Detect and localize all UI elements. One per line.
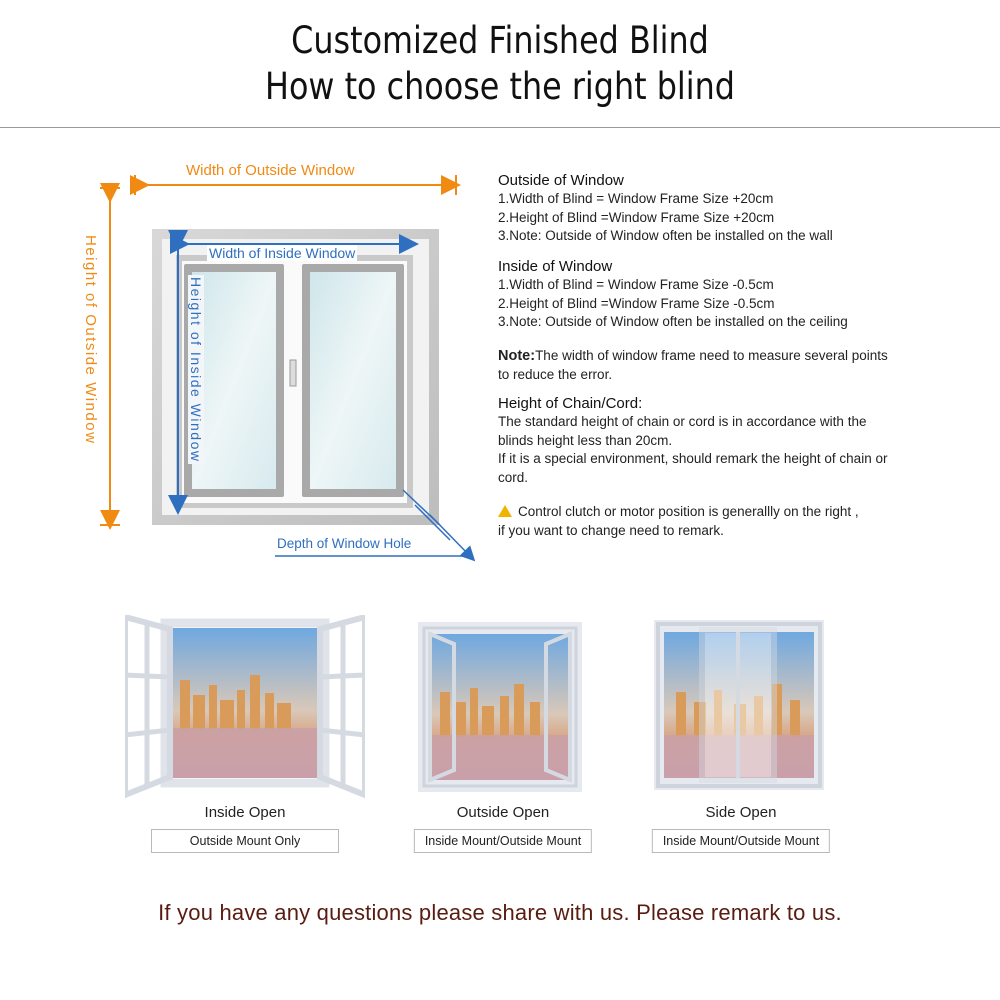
inside-line: 1.Width of Blind = Window Frame Size -0.5cm	[498, 277, 774, 292]
inside-open-image	[125, 615, 365, 815]
chain-line: cord.	[498, 469, 529, 485]
width-outside-label: Width of Outside Window	[186, 162, 355, 179]
title-line-2: How to choose the right blind	[265, 65, 735, 108]
warning-section	[498, 503, 859, 540]
note-section	[498, 347, 888, 384]
outside-heading: Outside of Window	[498, 172, 624, 189]
outside-line: 2.Height of Blind =Window Frame Size +20cm	[498, 209, 775, 225]
depth-hole-label: Depth of Window Hole	[277, 536, 412, 551]
chain-line: The standard height of chain or cord is in accordance with the	[498, 414, 867, 429]
outside-open-image	[418, 622, 588, 797]
inside-section	[498, 258, 848, 332]
window-type-caption: Outside Open	[456, 804, 550, 821]
height-outside-label: Height of Outside Window	[82, 235, 99, 445]
warning-line-2: if you want to change need to remark.	[498, 522, 724, 538]
side-open-image	[654, 620, 824, 795]
mount-label: Outside Mount Only	[151, 829, 339, 853]
height-inside-label: Height of Inside Window	[188, 277, 204, 463]
warning-icon	[498, 505, 512, 517]
note-text-1: The width of window frame need to measure several points	[535, 348, 888, 363]
note-text-2: to reduce the error.	[498, 366, 613, 382]
mount-label: Inside Mount/Outside Mount	[652, 829, 830, 853]
mount-label: Inside Mount/Outside Mount	[414, 829, 592, 853]
inside-line: 3.Note: Outside of Window often be installed on the ceiling	[498, 314, 848, 329]
outside-line: 1.Width of Blind = Window Frame Size +20cm	[498, 191, 774, 206]
width-inside-label: Width of Inside Window	[209, 245, 356, 261]
inside-heading: Inside of Window	[498, 258, 613, 275]
outside-line: 3.Note: Outside of Window often be installed on the wall	[498, 228, 833, 243]
window-types	[0, 600, 1000, 870]
footer-message: If you have any questions please share with us. Please remark to us.	[158, 900, 842, 925]
outside-section	[498, 172, 833, 246]
chain-line: If it is a special environment, should remark the height of chain or	[498, 451, 888, 466]
window-type-caption: Side Open	[705, 804, 777, 821]
inside-line: 2.Height of Blind =Window Frame Size -0.5cm	[498, 295, 775, 311]
chain-section	[498, 395, 887, 487]
warning-line-1: Control clutch or motor position is generallly on the right ,	[518, 504, 859, 519]
chain-line: blinds height less than 20cm.	[498, 432, 673, 448]
title-line-1: Customized Finished Blind	[291, 19, 709, 62]
note-label: Note:	[498, 348, 536, 364]
window-type-caption: Inside Open	[204, 804, 286, 821]
chain-heading: Height of Chain/Cord:	[498, 395, 643, 412]
